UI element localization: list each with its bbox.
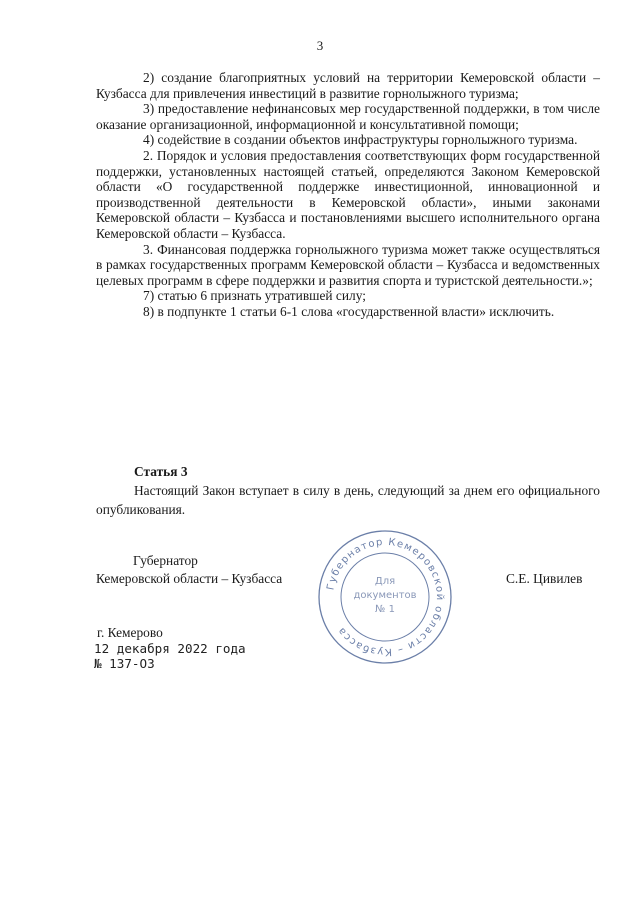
page-number: 3 xyxy=(316,38,324,53)
article-text: Настоящий Закон вступает в силу в день, следующий за днем его официального опубликования. xyxy=(96,483,600,517)
signing-city: г. Кемерово xyxy=(97,625,163,640)
article-title: Статья 3 xyxy=(134,464,188,479)
law-number: № 137-ОЗ xyxy=(94,656,155,671)
law-body xyxy=(96,70,600,320)
paragraph: 7) статью 6 признать утратившей силу; xyxy=(143,288,366,304)
seal-center-line2: документов xyxy=(353,590,417,601)
paragraph: 3) предоставление нефинансовых мер государственной поддержки, в том числе оказание организационной, информационной и консультативной помощи; xyxy=(96,101,600,132)
paragraph: 3. Финансовая поддержка горнолыжного туризма может также осуществляться в рамках государственных программ Кемеровской области – Кузбасса и ведомственных целевых программ в сфере поддержки и развития спорта и туристской деятельности.»; xyxy=(96,241,600,288)
official-seal xyxy=(316,528,454,666)
paragraph: 8) в подпункте 1 статьи 6-1 слова «государственной власти» исключить. xyxy=(143,303,555,319)
signatory-region: Кемеровской области – Кузбасса xyxy=(96,571,283,586)
seal-ring-text: Губернатор Кемеровской области – Кузбасса xyxy=(325,536,446,658)
seal-graphic xyxy=(316,528,454,666)
paragraph: 2. Порядок и условия предоставления соответствующих форм государственной поддержки, установленных настоящей статьей, определяются Законом Кемеровской области «О государственной поддержке инвестиционной, инновационной и производственной деятельности в Кемеровской области», иными законами Кемеровской области – Кузбасса и постановлениями высшего исполнительного органа Кемеровской области – Кузбасса. xyxy=(96,147,600,241)
paragraph: 2) создание благоприятных условий на территории Кемеровской области – Кузбасса для привлечения инвестиций в развитие горнолыжного туризма; xyxy=(96,70,600,101)
signatory-title: Губернатор xyxy=(133,553,198,568)
paragraph: 4) содействие в создании объектов инфраструктуры горнолыжного туризма. xyxy=(143,132,578,148)
signatory-name: С.Е. Цивилев xyxy=(506,571,583,586)
seal-center-line1: Для xyxy=(374,576,396,587)
law-date: 12 декабря 2022 года xyxy=(94,641,246,656)
seal-center-line3: № 1 xyxy=(375,604,395,615)
